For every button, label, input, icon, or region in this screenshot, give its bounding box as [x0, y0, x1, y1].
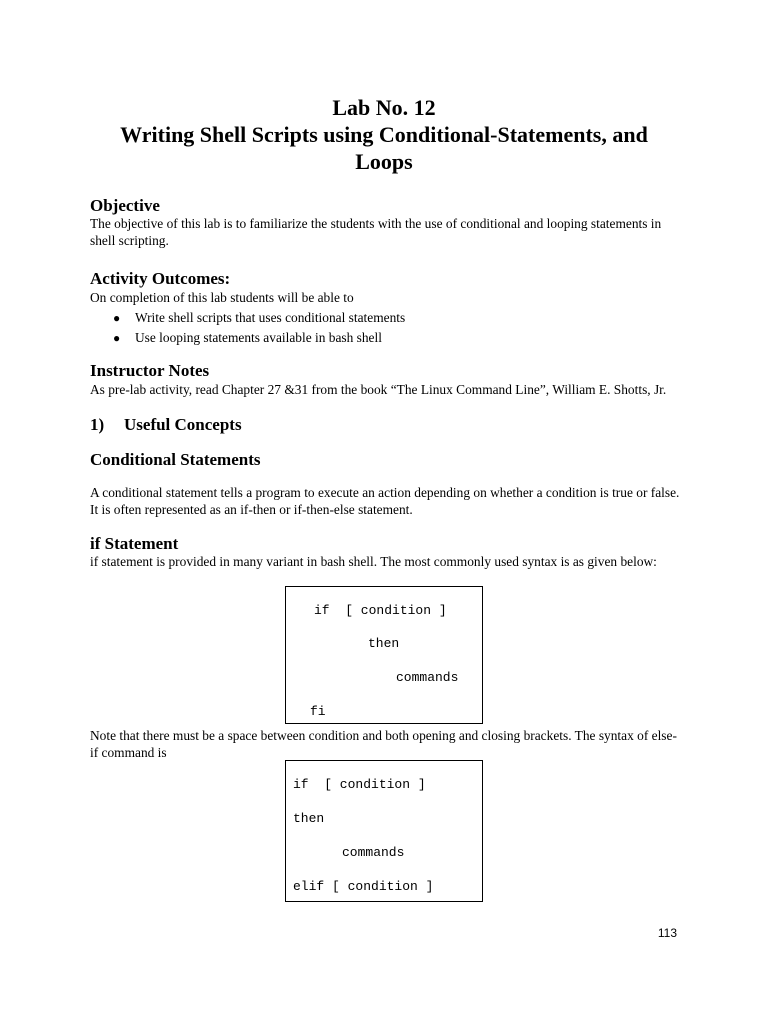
code-line: then [368, 636, 400, 651]
instructor-notes-text: As pre-lab activity, read Chapter 27 &31 from the book “The Linux Command Line”, William E. Shotts, Jr. [90, 382, 667, 397]
page-number: 113 [657, 926, 677, 940]
note-text: Note that there must be a space between condition and both opening and closing brackets. The syntax of else-if command is [90, 728, 677, 760]
activity-outcomes-heading: Activity Outcomes: [90, 269, 231, 288]
list-item [113, 309, 405, 327]
code-line: fi [310, 704, 326, 719]
bullet-icon: ● [113, 331, 121, 345]
if-statement-text: if statement is provided in many variant in bash shell. The most commonly used syntax is as given below: [90, 554, 657, 569]
elif-syntax-code-box [285, 760, 483, 902]
if-syntax-code-box [285, 586, 483, 724]
if-statement-heading: if Statement [90, 534, 179, 553]
instructor-notes-heading: Instructor Notes [90, 361, 210, 380]
conditional-statements-heading: Conditional Statements [90, 450, 261, 469]
list-item [113, 329, 382, 347]
list-item-text: Write shell scripts that uses conditional statements [135, 310, 406, 325]
lab-subtitle-line-1: Writing Shell Scripts using Conditional-Statements, and [120, 122, 648, 147]
code-line: commands [396, 670, 459, 685]
code-line: if [ condition ] [314, 603, 447, 618]
lab-subtitle-line-2: Loops [355, 149, 413, 174]
code-line: elif [ condition ] [293, 879, 434, 894]
objective-text: The objective of this lab is to familiarize the students with the use of conditional and looping statements in shell scripting. [90, 216, 662, 248]
list-item-text: Use looping statements available in bash shell [135, 330, 382, 345]
code-line: if [ condition ] [293, 777, 426, 792]
activity-outcomes-intro: On completion of this lab students will be able to [90, 290, 354, 305]
useful-concepts-heading: Useful Concepts [124, 415, 242, 434]
code-line: then [293, 811, 325, 826]
objective-heading: Objective [90, 196, 160, 215]
lab-title: Lab No. 12 [332, 95, 436, 120]
bullet-icon: ● [113, 311, 121, 325]
conditional-statements-text: A conditional statement tells a program to execute an action depending on whether a condition is true or false. It is often represented as an if-then or if-then-else statement. [90, 485, 680, 517]
code-line: commands [342, 845, 405, 860]
section-number: 1) [90, 415, 105, 434]
